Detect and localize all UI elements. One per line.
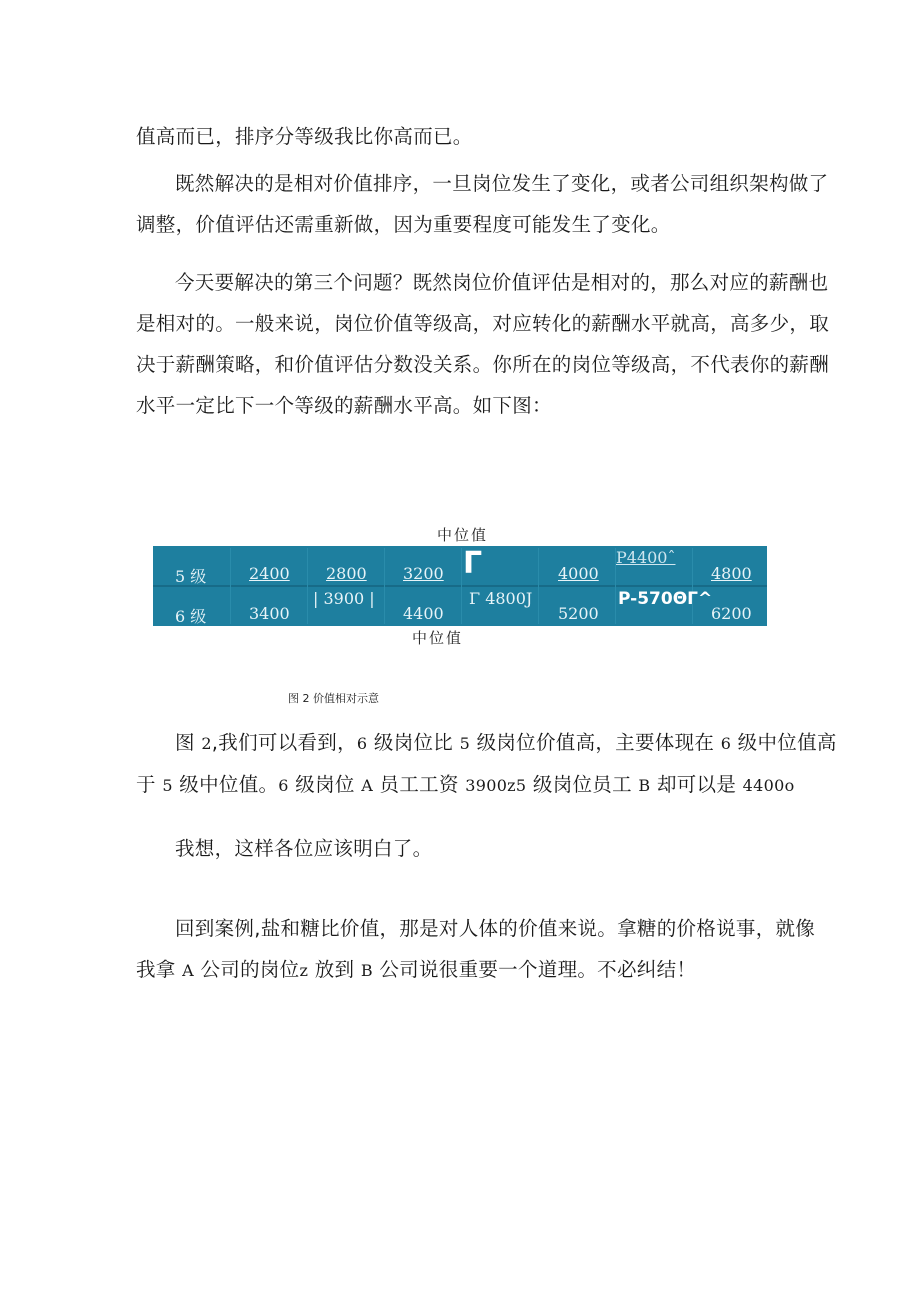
text-run: A [182,961,194,980]
text-line: 决于薪酬策略，和价值评估分数没关系。你所在的岗位等级高，不代表你的薪酬 [136,353,830,376]
text-run: 级岗位比 [367,731,460,754]
text-run: 员工工资 [373,773,466,796]
text-line: 今天要解决的第三个问题？既然岗位价值评估是相对的，那么对应的薪酬也 [175,271,829,294]
text-line: 调整，价值评估还需重新做，因为重要程度可能发生了变化。 [136,213,671,236]
paragraph-4 [136,722,837,806]
text-run: A [361,776,374,795]
text-run: 级岗位 [288,773,362,796]
text-run: 6 [278,776,289,795]
text-run: 6 [720,734,732,753]
text-run: B [638,776,651,795]
salary-cell: Γ 4800J [469,589,533,608]
salary-cell: 2400 [249,564,290,583]
paragraph-2 [136,163,829,245]
median-label-bottom: 中位值 [412,629,464,647]
paragraph-6 [136,908,816,991]
text-line: 是相对的。一般来说，岗位价值等级高，对应转化的薪酬水平就高，高多少，取 [136,312,830,335]
text-line: 值高而已，排序分等级我比你高而已。 [136,125,473,148]
text-run: 放到 [308,958,361,981]
text-run: 2 [201,734,212,753]
text-run: 6 [356,734,368,753]
level-label: 6 级 [175,607,207,626]
salary-cell: 2800 [326,564,367,583]
salary-cell: | 3900 | [313,589,375,608]
level-label: 5 级 [175,567,207,586]
text-run: 公司的岗位 [193,958,300,981]
text-run: 我拿 [136,958,183,981]
text-run: 图 [175,731,202,754]
text-line [136,764,796,806]
text-run: 级中位值高 [731,731,837,754]
paragraph-5 [136,828,796,869]
table-row-level-6 [153,586,767,626]
salary-cell: 3200 [403,564,444,583]
paragraph-1 [136,116,796,157]
text-run: 3900z5 [465,776,527,795]
salary-cell: 6200 [711,604,752,623]
text-run: B [360,961,373,980]
paragraph-3 [136,262,830,426]
text-line: 水平一定比下一个等级的薪酬水平高。如下图： [136,394,552,417]
salary-cell: 3400 [249,604,290,623]
text-line: 我想，这样各位应该明白了。 [175,837,433,860]
text-run: ,我们可以看到， [211,731,357,754]
bracket-mark: Γ [463,546,483,581]
table-row-level-5 [153,546,767,586]
salary-cell: 4400 [403,604,444,623]
salary-cell: P-570ΘΓ^ [618,589,713,609]
text-line [136,722,837,764]
text-run: 级岗位员工 [526,773,639,796]
text-run: 级岗位价值高，主要体现在 [470,731,721,754]
text-run: 公司说很重要一个道理。不必纠结！ [372,958,697,981]
text-run: 却可以是 [650,773,743,796]
figure-caption: 图 2 价值相对示意 [288,692,379,705]
salary-cell: P4400ˆ [616,548,676,567]
text-run: 于 [136,773,163,796]
text-run: z [299,961,309,980]
text-run: 级中位值。 [172,773,279,796]
salary-level-table [153,546,767,626]
salary-cell: 5200 [558,604,599,623]
text-line: 回到案例,盐和糖比价值，那是对人体的价值来说。拿糖的价格说事，就像 [175,917,816,940]
median-label-top: 中位值 [437,526,489,544]
text-run: 5 [162,776,173,795]
text-run: 4400o [742,776,795,795]
salary-cell: 4000 [558,564,599,583]
text-run: 5 [459,734,471,753]
salary-cell: 4800 [711,564,752,583]
text-line: 既然解决的是相对价值排序，一旦岗位发生了变化，或者公司组织架构做了 [175,172,829,195]
text-line [136,949,796,991]
